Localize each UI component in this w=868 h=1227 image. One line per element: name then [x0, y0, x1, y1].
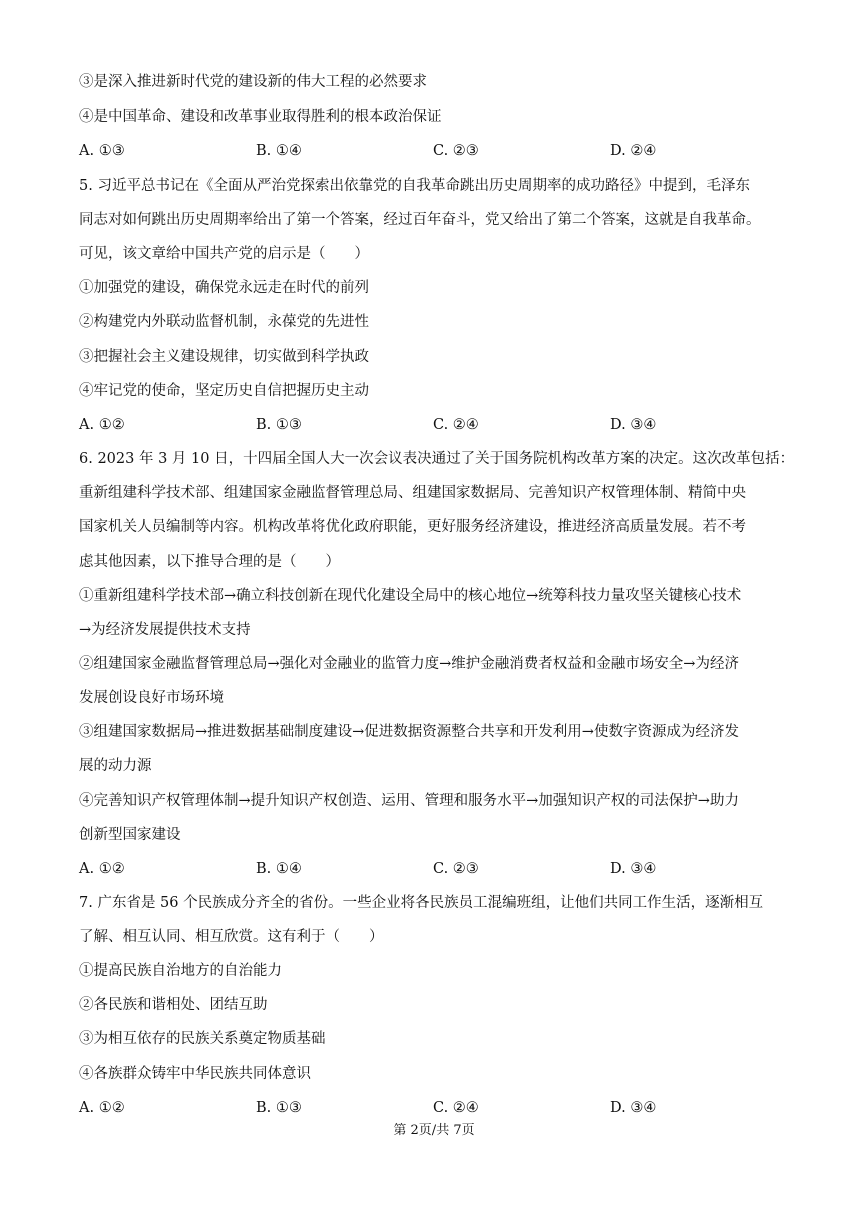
q6-option-d: D. ③④: [610, 861, 657, 877]
q6-options: [79, 859, 819, 879]
q5-item-1: ①加强党的建设，确保党永远走在时代的前列: [79, 280, 369, 296]
q7-item-1: ①提高民族自治地方的自治能力: [79, 963, 282, 979]
q6-option-a: A. ①②: [79, 861, 125, 877]
q7-option-c: C. ②④: [433, 1100, 479, 1116]
q6-stem-line: 6. 2023 年 3 月 10 日，十四届全国人大一次会议表决通过了关于国务院机构改革方案的决定。这次改革包括：: [79, 451, 795, 467]
q6-item-2-cont: 发展创设良好市场环境: [79, 690, 224, 706]
q6-stem-line: 重新组建科学技术部、组建国家金融监督管理总局、组建国家数据局、完善知识产权管理体制、精简中央: [79, 485, 746, 501]
q6-stem-line: 国家机关人员编制等内容。机构改革将优化政府职能，更好服务经济建设，推进经济高质量发展。若不考: [79, 519, 746, 535]
q4-option-a: A. ①③: [79, 143, 125, 159]
q4-item-3: ③是深入推进新时代党的建设新的伟大工程的必然要求: [79, 74, 427, 90]
q7-options: [79, 1098, 819, 1118]
q4-option-b: B. ①④: [256, 143, 302, 159]
q7-item-2: ②各民族和谐相处、团结互助: [79, 997, 268, 1013]
q5-option-b: B. ①③: [256, 417, 302, 433]
q5-stem-line: 5. 习近平总书记在《全面从严治党探索出依靠党的自我革命跳出历史周期率的成功路径》中提到，毛泽东: [79, 178, 750, 194]
q5-options: [79, 415, 819, 435]
q5-item-3: ③把握社会主义建设规律，切实做到科学执政: [79, 349, 369, 365]
q5-item-2: ②构建党内外联动监督机制，永葆党的先进性: [79, 314, 369, 330]
q6-item-1-cont: →为经济发展提供技术支持: [79, 622, 251, 638]
q6-option-c: C. ②③: [433, 861, 479, 877]
q7-option-b: B. ①③: [256, 1100, 302, 1116]
q6-item-2: ②组建国家金融监督管理总局→强化对金融业的监管力度→维护金融消费者权益和金融市场安全→为经济: [79, 656, 739, 672]
q6-item-3-cont: 展的动力源: [79, 758, 152, 774]
q4-option-c: C. ②③: [433, 143, 479, 159]
q5-option-d: D. ③④: [610, 417, 657, 433]
q7-item-4: ④各族群众铸牢中华民族共同体意识: [79, 1066, 311, 1082]
q6-stem-line: 虑其他因素，以下推导合理的是（ ）: [79, 554, 340, 570]
q6-option-b: B. ①④: [256, 861, 302, 877]
q6-item-4: ④完善知识产权管理体制→提升知识产权创造、运用、管理和服务水平→加强知识产权的司法保护→助力: [79, 793, 739, 809]
q4-options: [79, 141, 819, 161]
q5-option-a: A. ①②: [79, 417, 125, 433]
q7-option-a: A. ①②: [79, 1100, 125, 1116]
q5-stem-line: 可见，该文章给中国共产党的启示是（ ）: [79, 246, 369, 262]
q7-stem-line: 7. 广东省是 56 个民族成分齐全的省份。一些企业将各民族员工混编班组，让他们共同工作生活，逐渐相互: [79, 895, 764, 911]
q4-item-4: ④是中国革命、建设和改革事业取得胜利的根本政治保证: [79, 109, 442, 125]
q6-item-4-cont: 创新型国家建设: [79, 827, 181, 843]
q6-item-3: ③组建国家数据局→推进数据基础制度建设→促进数据资源整合共享和开发利用→使数字资源成为经济发: [79, 724, 739, 740]
q6-item-1: ①重新组建科学技术部→确立科技创新在现代化建设全局中的核心地位→统筹科技力量攻坚关键核心技术: [79, 588, 742, 604]
page-number: 第 2页/共 7页: [393, 1123, 475, 1138]
q5-stem-line: 同志对如何跳出历史周期率给出了第一个答案，经过百年奋斗，党又给出了第二个答案，这就是自我革命。: [79, 212, 761, 228]
q5-item-4: ④牢记党的使命，坚定历史自信把握历史主动: [79, 383, 369, 399]
q7-option-d: D. ③④: [610, 1100, 657, 1116]
q4-option-d: D. ②④: [610, 143, 657, 159]
q7-stem-line: 了解、相互认同、相互欣赏。这有利于（ ）: [79, 929, 384, 945]
q5-option-c: C. ②④: [433, 417, 479, 433]
q7-item-3: ③为相互依存的民族关系奠定物质基础: [79, 1031, 326, 1047]
